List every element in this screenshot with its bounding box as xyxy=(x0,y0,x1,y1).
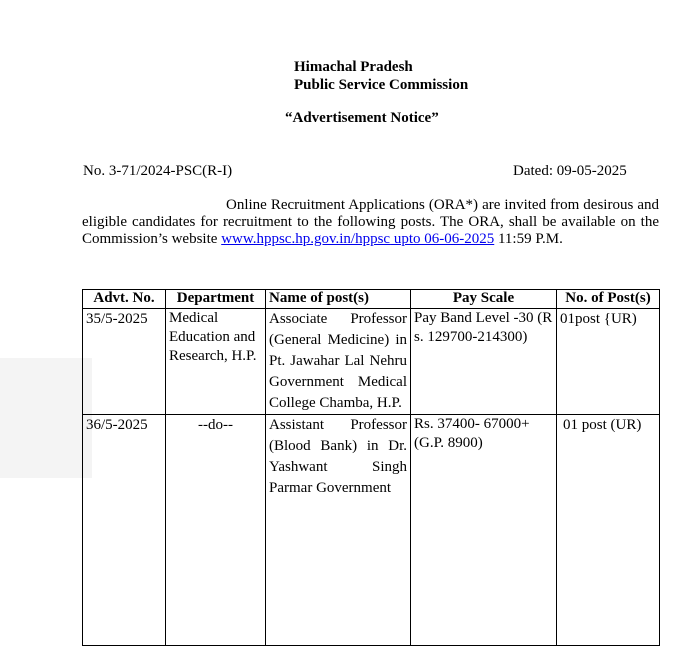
header-advt-no: Advt. No. xyxy=(83,290,166,309)
table-header-row xyxy=(83,290,660,309)
department-cell: --do-- xyxy=(166,415,266,646)
header-post-name: Name of post(s) xyxy=(266,290,411,309)
header-line-state: Himachal Pradesh xyxy=(294,59,413,75)
header-pay-scale: Pay Scale xyxy=(411,290,557,309)
background-shade xyxy=(0,358,92,478)
table-row xyxy=(83,415,660,646)
commission-header xyxy=(294,58,468,94)
posts-table xyxy=(82,289,660,646)
pay-scale-cell: Rs. 37400- 67000+ (G.P. 8900) xyxy=(411,415,557,646)
post-name-cell: Associate Professor (General Medicine) in Pt. Jawahar Lal Nehru Government Medical College Chamba, H.P. xyxy=(266,309,411,415)
posts-cell: 01post {UR) xyxy=(557,309,660,415)
advt-no-cell: 35/5-2025 xyxy=(83,309,166,415)
intro-text: Online Recruitment Applications (ORA*) are invited from desirous and eligible candidates for recruitment to the following posts. The ORA, shall be available on the Commission’s website xyxy=(82,197,659,247)
posts-cell: 01 post (UR) xyxy=(557,415,660,646)
notice-date: Dated: 09-05-2025 xyxy=(513,163,627,179)
notice-title: “Advertisement Notice” xyxy=(285,110,439,126)
post-name-cell: Assistant Professor (Blood Bank) in Dr. Yashwant Singh Parmar Government xyxy=(266,415,411,646)
table-row xyxy=(83,309,660,415)
pay-scale-cell: Pay Band Level -30 (Rs. 129700-214300) xyxy=(411,309,557,415)
header-department: Department xyxy=(166,290,266,309)
reference-number: No. 3-71/2024-PSC(R-I) xyxy=(83,163,233,179)
header-no-of-posts: No. of Post(s) xyxy=(557,290,660,309)
advt-no-cell: 36/5-2025 xyxy=(83,415,166,646)
website-link[interactable]: www.hppsc.hp.gov.in/hppsc upto 06-06-2025 xyxy=(221,231,495,247)
department-cell: Medical Education and Research, H.P. xyxy=(166,309,266,415)
intro-deadline: 11:59 P.M. xyxy=(494,231,563,247)
intro-paragraph xyxy=(82,197,659,248)
header-line-commission: Public Service Commission xyxy=(294,77,469,93)
